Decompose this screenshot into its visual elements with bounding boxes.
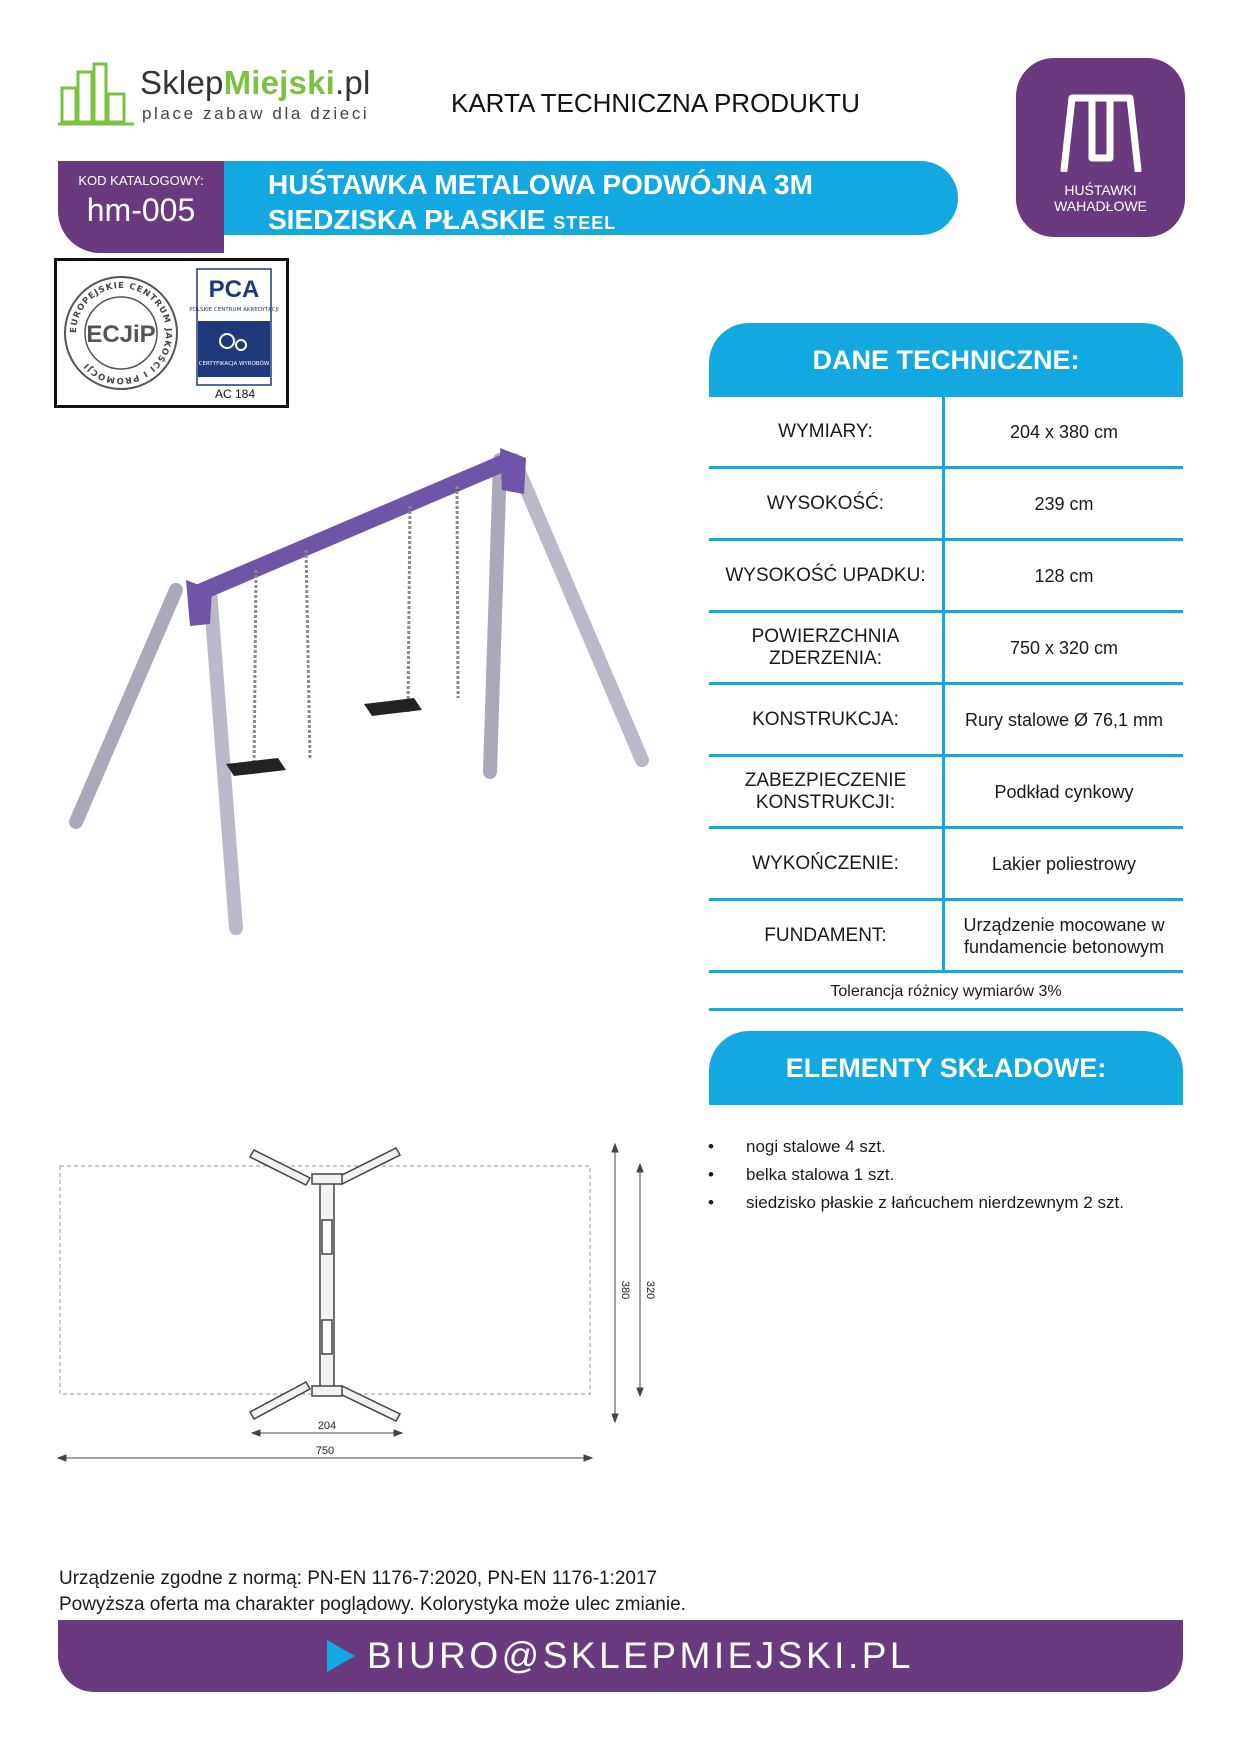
logo-tagline: place zabaw dla dzieci xyxy=(142,104,370,123)
norm-notice: Urządzenie zgodne z normą: PN-EN 1176-7:2020, PN-EN 1176-1:2017 Powyższa oferta ma charakter poglądowy. Kolorystyka może ulec zmianie. xyxy=(59,1568,686,1615)
table-row xyxy=(709,541,1183,613)
seat-right xyxy=(364,698,422,716)
table-row xyxy=(709,469,1183,541)
spec-label: WYKOŃCZENIE: xyxy=(709,829,945,898)
logo-wordmark: SklepMiejski.pl xyxy=(140,64,371,101)
plan-drawing xyxy=(50,1130,670,1470)
leg-back-left xyxy=(210,590,236,928)
spec-value: 239 cm xyxy=(1034,493,1094,514)
table-row xyxy=(709,685,1183,757)
technical-data-table xyxy=(709,397,1183,1011)
certificate-logos xyxy=(57,261,286,405)
tolerance-note: Tolerancja różnicy wymiarów 3% xyxy=(709,973,1183,1011)
leg-front-right xyxy=(490,460,500,772)
play-arrow-icon xyxy=(327,1640,355,1672)
spec-label: ZABEZPIECZENIE KONSTRUKCJI: xyxy=(709,757,945,826)
contact-email[interactable]: BIURO@SKLEPMIEJSKI.PL xyxy=(367,1635,914,1676)
spec-value: Urządzenie mocowane w fundamencie betonowym xyxy=(963,914,1165,957)
list-item: • nogi stalowe 4 szt. xyxy=(708,1133,1124,1161)
dimension-label: 320 xyxy=(644,1280,656,1300)
dimension-label: 380 xyxy=(619,1280,631,1300)
dimension-label: 750 xyxy=(315,1445,335,1457)
seat-left xyxy=(226,758,286,776)
dimension-label: 204 xyxy=(317,1420,337,1432)
svg-text:EUROPEJSKIE CENTRUM JAKOŚCI I: EUROPEJSKIE CENTRUM JAKOŚCI I PROMOCJI xyxy=(68,280,174,386)
svg-text:PCA: PCA xyxy=(208,276,260,303)
table-row xyxy=(709,397,1183,469)
spec-value: 750 x 320 cm xyxy=(1009,637,1119,658)
spec-value: 204 x 380 cm xyxy=(1009,421,1119,442)
document-title: KARTA TECHNICZNA PRODUKTU xyxy=(451,88,860,118)
product-title-bar xyxy=(214,161,958,235)
spec-label: WYSOKOŚĆ: xyxy=(709,469,945,538)
list-item: • siedzisko płaskie z łańcuchem nierdzewnym 2 szt. xyxy=(708,1189,1124,1217)
svg-text:POLSKIE CENTRUM AKREDYTACJI: POLSKIE CENTRUM AKREDYTACJI xyxy=(189,307,279,313)
contact-footer xyxy=(58,1620,1183,1692)
leg-back-right xyxy=(514,460,642,760)
spec-label: WYSOKOŚĆ UPADKU: xyxy=(709,541,945,610)
svg-text:CERTYFIKACJA WYROBÓW: CERTYFIKACJA WYROBÓW xyxy=(198,361,270,367)
spec-value: Lakier poliestrowy xyxy=(991,853,1137,874)
certificates-box xyxy=(54,258,289,408)
spec-value: 128 cm xyxy=(1034,565,1094,586)
leg-front-left xyxy=(76,590,176,822)
components-header: ELEMENTY SKŁADOWE: xyxy=(709,1031,1183,1105)
category-label: HUŚTAWKI WAHADŁOWE xyxy=(1054,182,1147,214)
table-row xyxy=(709,901,1183,973)
spec-label: WYMIARY: xyxy=(709,397,945,466)
pca-code: AC 184 xyxy=(214,387,256,401)
product-name: HUŚTAWKA METALOWA PODWÓJNA 3M SIEDZISKA PŁASKIE STEEL xyxy=(268,169,813,235)
catalog-code: hm-005 xyxy=(86,192,196,228)
spec-value: Podkład cynkowy xyxy=(994,781,1134,802)
spec-label: FUNDAMENT: xyxy=(709,901,945,970)
table-row xyxy=(709,757,1183,829)
list-item: • belka stalowa 1 szt. xyxy=(708,1161,1124,1189)
spec-label: KONSTRUKCJA: xyxy=(709,685,945,754)
technical-data-header: DANE TECHNICZNE: xyxy=(709,323,1183,397)
product-illustration xyxy=(60,430,660,950)
svg-text:ECJiP: ECJiP xyxy=(86,321,156,348)
components-list xyxy=(708,1133,1124,1217)
city-buildings-icon xyxy=(58,58,136,128)
swing-icon xyxy=(1058,92,1144,172)
company-logo xyxy=(58,58,398,128)
spec-value: Rury stalowe Ø 76,1 mm xyxy=(964,709,1164,730)
bracket-right xyxy=(500,448,526,494)
spec-label: POWIERZCHNIA ZDERZENIA: xyxy=(709,613,945,682)
category-badge xyxy=(1016,58,1185,237)
table-row xyxy=(709,613,1183,685)
ecjip-seal xyxy=(65,277,177,389)
top-beam xyxy=(196,462,506,594)
pca-logo xyxy=(189,269,279,385)
table-row xyxy=(709,829,1183,901)
catalog-code-label: KOD KATALOGOWY: xyxy=(78,173,204,188)
catalog-code-box xyxy=(58,161,224,253)
